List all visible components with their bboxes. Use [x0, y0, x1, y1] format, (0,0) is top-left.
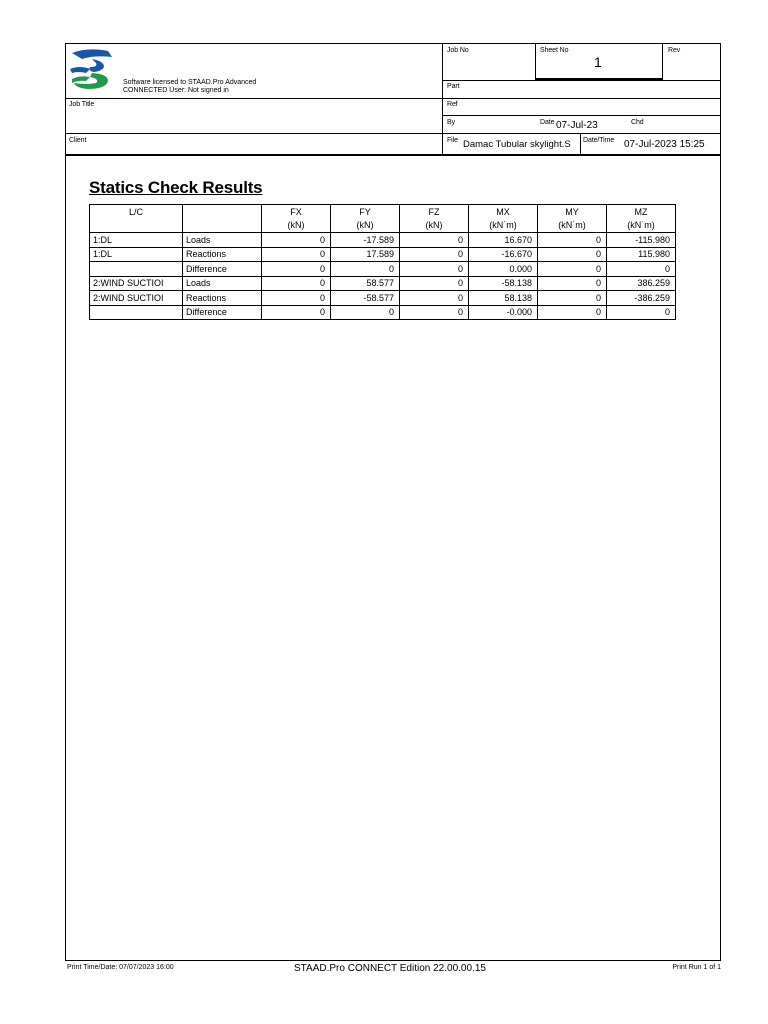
- edition-text: STAAD.Pro CONNECT Edition 22.00.00.15: [294, 963, 486, 974]
- table-cell: 58.577: [331, 276, 400, 291]
- table-cell: 1:DL: [90, 233, 183, 248]
- file-value: Damac Tubular skylight.S: [463, 139, 571, 150]
- col-header: MZ: [607, 205, 676, 219]
- table-cell: -58.138: [469, 276, 538, 291]
- table-cell: 0: [538, 247, 607, 262]
- print-time: Print Time/Date: 07/07/2023 16:00: [67, 964, 174, 971]
- table-cell: 0: [400, 291, 469, 306]
- sheet-no-label: Sheet No: [540, 47, 569, 54]
- col-header: FY: [331, 205, 400, 219]
- datetime-label: Date/Time: [583, 137, 615, 144]
- table-cell: 0: [262, 247, 331, 262]
- table-cell: 0: [400, 233, 469, 248]
- table-cell: -58.577: [331, 291, 400, 306]
- col-header: MX: [469, 205, 538, 219]
- table-cell: 0: [538, 262, 607, 277]
- datetime-value: 07-Jul-2023 15:25: [624, 139, 705, 150]
- table-cell: 115.980: [607, 247, 676, 262]
- print-run: Print Run 1 of 1: [672, 964, 721, 971]
- sheet-no-value: 1: [594, 54, 602, 70]
- file-label: File: [447, 137, 458, 144]
- table-cell: 0: [607, 305, 676, 320]
- table-cell: 0: [538, 305, 607, 320]
- job-title-label: Job Title: [69, 101, 95, 108]
- table-unit-row: [90, 219, 676, 233]
- table-row: [90, 247, 676, 262]
- table-cell: -115.980: [607, 233, 676, 248]
- table-row: [90, 276, 676, 291]
- table-cell: Loads: [183, 276, 262, 291]
- table-cell: Difference: [183, 305, 262, 320]
- table-row: [90, 305, 676, 320]
- table-row: [90, 233, 676, 248]
- table-cell: 0: [262, 291, 331, 306]
- col-unit: (kN): [400, 219, 469, 233]
- table-cell: Loads: [183, 233, 262, 248]
- job-no-label: Job No: [447, 47, 469, 54]
- license-text: [123, 79, 256, 95]
- table-header-row: [90, 205, 676, 219]
- table-cell: 58.138: [469, 291, 538, 306]
- table-cell: 0: [400, 262, 469, 277]
- col-unit: (kN): [262, 219, 331, 233]
- table-cell: 16.670: [469, 233, 538, 248]
- table-row: [90, 291, 676, 306]
- table-cell: -16.670: [469, 247, 538, 262]
- table-cell: 17.589: [331, 247, 400, 262]
- table-cell: 0: [331, 305, 400, 320]
- col-unit: (kN˙m): [607, 219, 676, 233]
- table-cell: 2:WIND SUCTIOI: [90, 276, 183, 291]
- col-header: FX: [262, 205, 331, 219]
- rev-label: Rev: [668, 47, 681, 54]
- table-cell: 0: [400, 247, 469, 262]
- table-cell: 0: [400, 305, 469, 320]
- client-label: Client: [69, 137, 87, 144]
- table-cell: [90, 262, 183, 277]
- col-header: MY: [538, 205, 607, 219]
- table-cell: 386.259: [607, 276, 676, 291]
- table-cell: Reactions: [183, 247, 262, 262]
- date-label: Date: [540, 119, 555, 126]
- report-page: [65, 43, 721, 961]
- table-cell: 1:DL: [90, 247, 183, 262]
- date-value: 07-Jul-23: [556, 120, 598, 131]
- table-cell: -386.259: [607, 291, 676, 306]
- col-unit: (kN˙m): [469, 219, 538, 233]
- table-cell: 0: [400, 276, 469, 291]
- table-cell: 0: [607, 262, 676, 277]
- table-cell: 0: [538, 276, 607, 291]
- table-cell: -0.000: [469, 305, 538, 320]
- table-cell: 0: [262, 233, 331, 248]
- col-header: L/C: [90, 205, 183, 219]
- table-cell: 0: [538, 233, 607, 248]
- col-unit: [183, 219, 262, 233]
- statics-check-table: [89, 204, 676, 320]
- col-unit: (kN): [331, 219, 400, 233]
- table-cell: Reactions: [183, 291, 262, 306]
- table-cell: 0: [262, 276, 331, 291]
- col-unit: [90, 219, 183, 233]
- table-cell: -17.589: [331, 233, 400, 248]
- table-cell: [90, 305, 183, 320]
- title-block: [66, 44, 720, 156]
- table-cell: 0: [331, 262, 400, 277]
- table-cell: 0: [538, 291, 607, 306]
- table-cell: Difference: [183, 262, 262, 277]
- table-cell: 0.000: [469, 262, 538, 277]
- report-title: Statics Check Results: [89, 178, 263, 197]
- table-cell: 2:WIND SUCTIOI: [90, 291, 183, 306]
- license-line-1: Software licensed to STAAD.Pro Advanced: [123, 79, 257, 86]
- by-label: By: [447, 119, 455, 126]
- table-cell: 0: [262, 262, 331, 277]
- col-header: [183, 205, 262, 219]
- ref-label: Ref: [447, 101, 458, 108]
- license-line-2: CONNECTED User: Not signed in: [123, 87, 229, 94]
- part-label: Part: [447, 83, 460, 90]
- col-header: FZ: [400, 205, 469, 219]
- col-unit: (kN˙m): [538, 219, 607, 233]
- table-cell: 0: [262, 305, 331, 320]
- chd-label: Chd: [631, 119, 644, 126]
- bentley-logo-icon: [68, 47, 116, 93]
- table-row: [90, 262, 676, 277]
